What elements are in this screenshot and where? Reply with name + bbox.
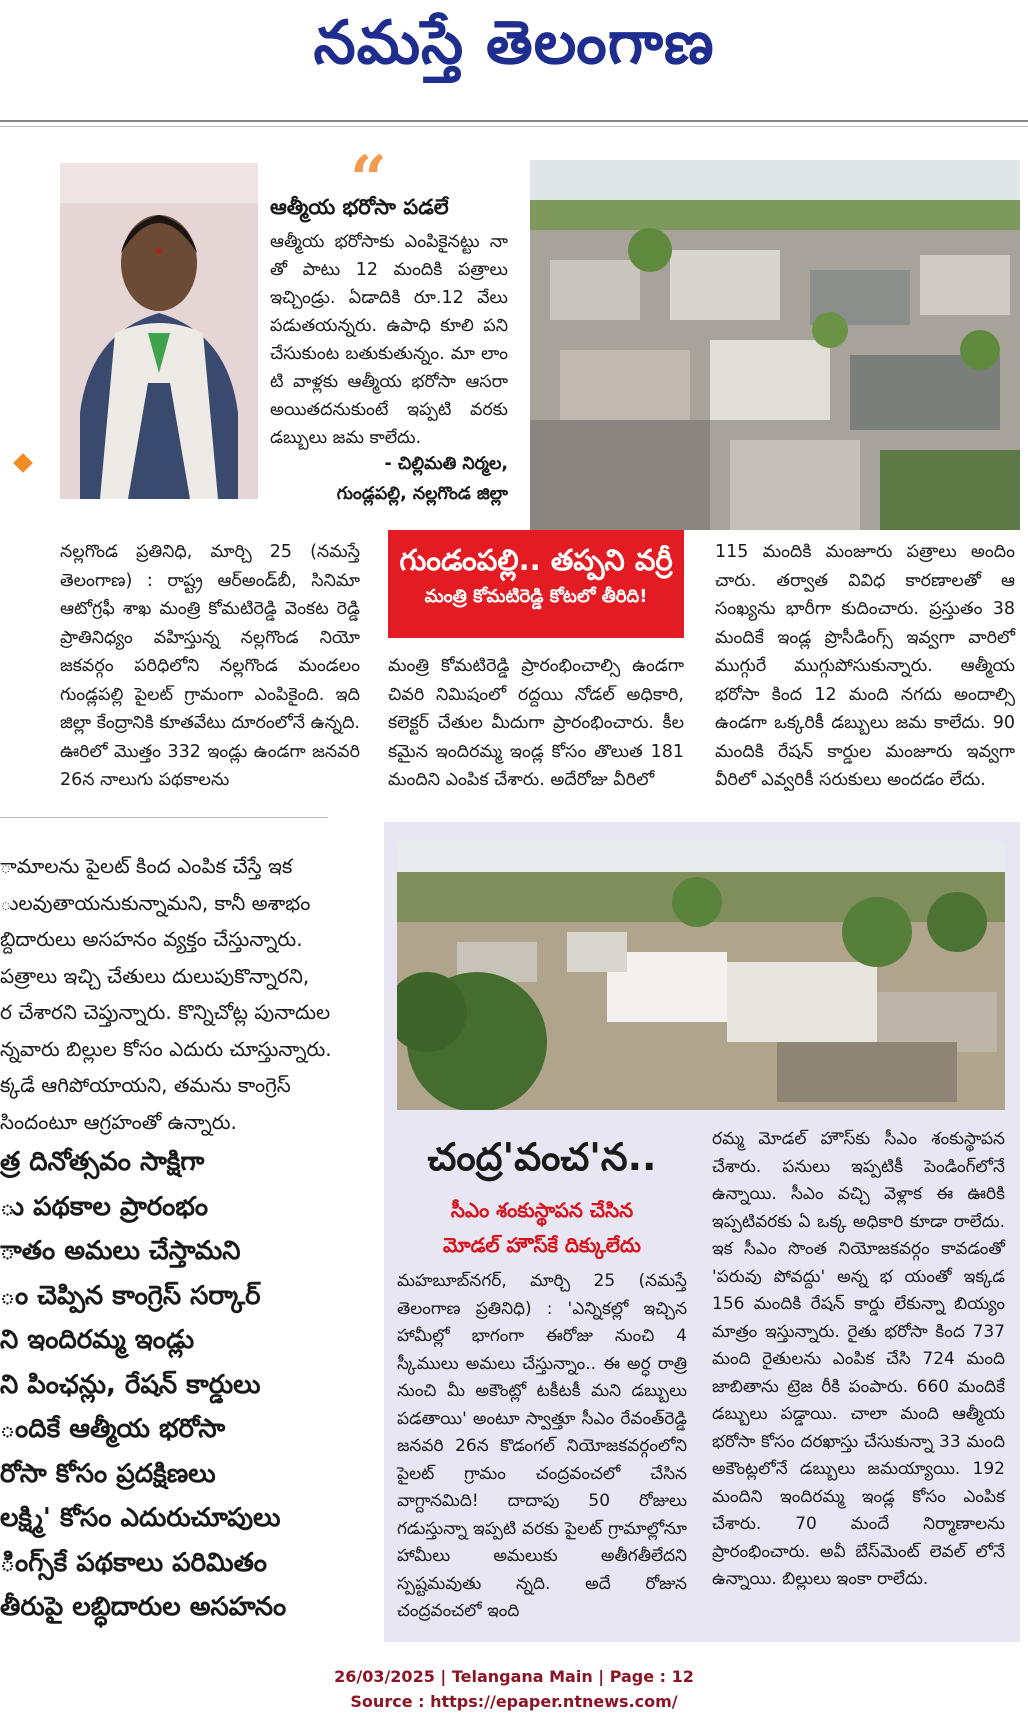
highlight-line: ింగ్స్‌కే పథకాలు పరిమితం (0, 1547, 267, 1578)
quote-mark-icon: “ (350, 142, 387, 217)
story1-headline-box (388, 530, 684, 638)
story2-headline: చంద్ర'వంచ'న.. (427, 1135, 657, 1179)
left-continuation-line: బ్దిదారులు అసహనం వ్యక్తం చేస్తున్నారు. (0, 927, 303, 951)
footer-source: Source : https://epaper.ntnews.com/ (350, 1692, 678, 1711)
village-photo-2 (397, 842, 1005, 1110)
section-marker-icon (13, 453, 33, 473)
highlight-line: ాతం అమలు చేస్తామని (0, 1236, 241, 1266)
story1-column2: మంత్రి కోమటిరెడ్డి ప్రారంభించాల్సి ఉండగా చివరి నిమిషంలో రద్దయి నోడల్ అధికారి, కలెక్టర్ చేతుల మీదుగా ప్రారంభించారు. కీల కమైన ఇందిరమ్మ ఇండ్ల కోసం తొలుత 181 మందిని ఎంపిక చేశారు. అదేరోజు వీరిలో (388, 656, 684, 790)
left-continuation-line: క్కడే ఆగిపోయాయని, తమను కాంగ్రెస్ (0, 1073, 291, 1097)
highlight-line: ం చెప్పిన కాంగ్రెస్ సర్కార్ (0, 1280, 261, 1311)
story2-column2: రమ్మ మోడల్ హౌస్‌కు సీఎం శంకుస్థాపన చేశారు. పనులు ఇప్పటికీ పెండింగ్‌లోనే ఉన్నాయి. సీఎం వచ్చి వెళ్లాక ఈ ఊరికి ఇప్పటివరకు ఏ ఒక్క అధికారి కూడా రాలేదు. ఇక సీఎం సొంత నియోజకవర్గం కావడంతో 'పరువు పోవద్దు' అన్న భ యంతో ఇక్కడ 156 మందికి రేషన్ కార్డు లేకున్నా బియ్యం మాత్రం ఇస్తున్నారు. రైతు భరోసా కింద 737 మంది రైతులను ఎంపిక చేసి 724 మంది జాబితాను ట్రెజ రీకి పంపారు. 660 మందికే డబ్బులు పడ్డాయి. చాలా మంది ఆత్మీయ భరోసా కోసం దరఖాస్తు చేసుకున్నా 33 మంది అకౌంట్లలోనే డబ్బులు జమయ్యాయి. 192 మందిని ఇందిరమ్మ ఇండ్ల కోసం ఎంపిక చేశారు. 70 మందే నిర్మాణాలను ప్రారంభించారు. అవీ బేస్‌మెంట్ లెవల్ లోనే ఉన్నాయి. బిల్లులు ఇంకా రాలేదు. (712, 1129, 1005, 1589)
story2-column1: మహబూబ్‌నగర్, మార్చి 25 (నమస్తే తెలంగాణ ప్రతినిధి) : 'ఎన్నికల్లో ఇచ్చిన హామీల్లో భాగంగా ఈరోజు నుంచి 4 స్కీములు అమలు చేస్తున్నాం.. ఈ అర్ధ రాత్రి నుంచి మీ అకౌంట్లో టకీటకీ మని డబ్బులు పడతాయి' అంటూ స్వాత్తూ సీఎం రేవంత్‌రెడ్డి జనవరి 26న కొడంగల్ నియోజకవర్గంలోని పైలట్ గ్రామం చంద్రవంచలో చేసిన వాగ్దానమిది! దాదాపు 50 రోజులు గడుస్తున్నా ఇప్పటి వరకు పైలట్ గ్రామాల్లోనూ హామీలు అమలుకు అతీగతీలేదని స్పష్టమవుతు న్నది. అదే రోజున చంద్రవంచలో ఇంది (397, 1271, 687, 1621)
left-continuation-line: ర చేశారని చెప్తున్నారు. కొన్నిచోట్ల పునాదుల (0, 1000, 331, 1024)
highlight-line: ని ఇందిరమ్మ ఇండ్లు (0, 1325, 195, 1355)
masthead (0, 0, 1028, 90)
masthead-rule-thin (0, 126, 1028, 127)
quote-body: ఆత్మీయ భరోసాకు ఎంపికైనట్టు నా తో పాటు 12 మందికి పత్రాలు ఇచ్చిండ్రు. ఏడాదికి రూ.12 వేలు పడుతయన్నరు. ఉపాధి కూలి పని చేసుకుంట బతుకుతున్నం. మా లాం టి వాళ్లకు ఆత్మీయ భరోసా ఆసరా అయితదనుకుంటే ఇప్పటి వరకు డబ్బులు జమ కాలేదు. (270, 232, 508, 448)
section-divider (0, 817, 328, 818)
highlight-line: తీరుపై లబ్ధిదారుల అసహనం (0, 1592, 287, 1622)
highlight-line: ు పథకాల ప్రారంభం (0, 1191, 209, 1222)
masthead-rule (0, 120, 1028, 122)
footer-dateline: 26/03/2025 | Telangana Main | Page : 12 (334, 1667, 694, 1686)
left-continuation-line: ామాలను పైలట్ కింద ఎంపిక చేస్తే ఇక (0, 854, 293, 878)
quote-attribution-place: గుండ్లపల్లి, నల్లగొండ జిల్లా (336, 484, 508, 504)
left-continuation-line: ులవుతాయనుకున్నామని, కానీ అశాభం (0, 890, 311, 915)
left-continuation-line: సిందంటూ ఆగ్రహంతో ఉన్నారు. (0, 1109, 237, 1134)
highlights-list (0, 1140, 360, 1630)
left-continuation (0, 848, 360, 1140)
highlight-line: త్ర దినోత్సవం సాక్షిగా (0, 1147, 205, 1177)
highlight-line: ందికే ఆత్మీయ భరోసా (0, 1414, 226, 1444)
story1-headline: గుండంపల్లి.. తప్పని వర్రీ (399, 543, 673, 577)
story2-subheadline-2: మోడల్ హౌస్‌కే దిక్కులేదు (443, 1233, 641, 1257)
highlight-line: రోసా కోసం ప్రదక్షిణలు (0, 1458, 216, 1489)
village-aerial-photo (530, 160, 1020, 530)
portrait-photo (60, 163, 258, 499)
highlight-line: ని పింఛన్లు, రేషన్ కార్డులు (0, 1369, 261, 1400)
story1-subheadline: మంత్రి కోమటిరెడ్డి కోటలో తీరిది! (424, 586, 648, 607)
story1-column1: నల్లగొండ ప్రతినిధి, మార్చి 25 (నమస్తే తెలంగాణ) : రాష్ట్ర ఆర్‌అండ్‌బీ, సినిమా ఆటోగ్రఫీ శాఖ మంత్రి కోమటిరెడ్డి వెంకట రెడ్డి ప్రాతినిధ్యం వహిస్తున్న నల్లగొండ నియో జకవర్గం పరిధిలోని నల్లగొండ మండలం గుండ్లపల్లి పైలట్ గ్రామంగా ఎంపికైంది. ఇది జిల్లా కేంద్రానికి కూతవేటు దూరంలోనే ఉన్నది. ఊరిలో మొత్తం 332 ఇండ్లు ఉండగా జనవరి 26న నాలుగు పథకాలను (60, 542, 360, 790)
newspaper-title: నమస్తే తెలంగాణ (313, 8, 715, 78)
quote-title: ఆత్మీయ భరోసా పడలే (270, 195, 449, 219)
story1-column3: 115 మందికి మంజూరు పత్రాలు అందిం చారు. తర్వాత వివిధ కారణాలతో ఆ సంఖ్యను భారీగా కుదించారు. ప్రస్తుతం 38 మందికే ఇండ్ల ప్రొసీడింగ్స్ ఇవ్వగా వారిలో ముగ్గురే ముగ్గుపోసుకున్నారు. ఆత్మీయ భరోసా కింద 12 మంది నగదు అందాల్సి ఉండగా ఒక్కరికీ డబ్బులు జమ కాలేదు. 90 మందికి రేషన్ కార్డుల మంజూరు ఇవ్వగా వీరిలో ఎవ్వరికీ సరుకులు అందడం లేదు. (715, 542, 1015, 790)
story2-subheadline-1: సీఎం శంకుస్థాపన చేసిన (450, 1198, 634, 1222)
left-continuation-line: పత్రాలు ఇచ్చి చేతులు దులుపుకొన్నారని, (0, 963, 310, 988)
highlight-line: లక్ష్మి' కోసం ఎదురుచూపులు (0, 1503, 281, 1533)
quote-attribution-name: - చిల్లిమతి నిర్మల, (384, 454, 508, 474)
left-continuation-line: న్నవారు బిల్లుల కోసం ఎదురు చూస్తున్నారు. (0, 1036, 332, 1061)
